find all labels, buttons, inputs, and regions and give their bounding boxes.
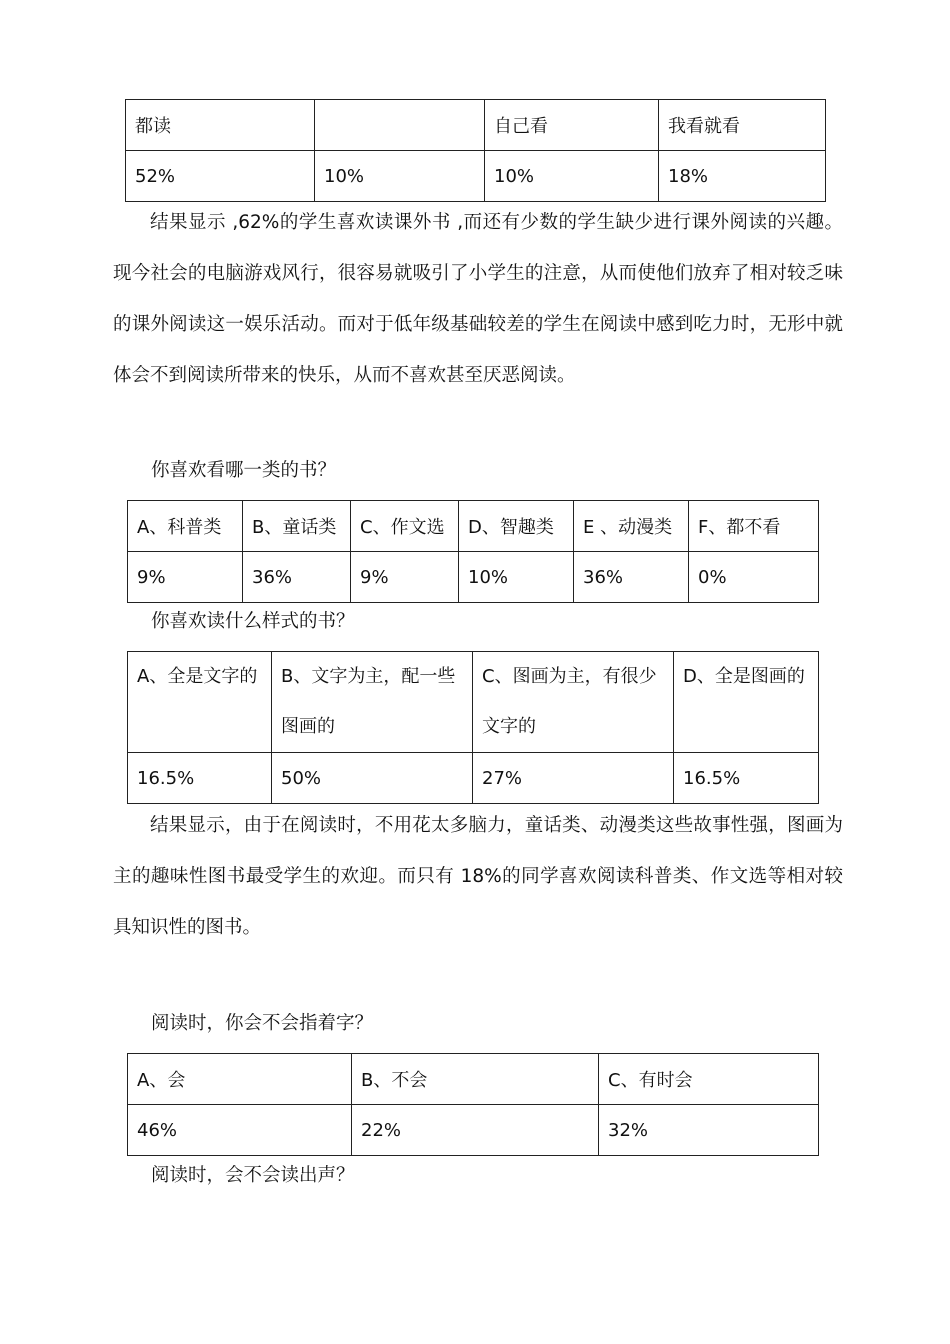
table-header-cell: B、童话类 — [243, 501, 351, 552]
table-cell: 18% — [659, 151, 826, 202]
table-cell: 52% — [126, 151, 315, 202]
result-paragraph-2: 结果显示，由于在阅读时，不用花太多脑力，童话类、动漫类这些故事性强，图画为主的趣味性图书最受学生的欢迎。而只有 18%的同学喜欢阅读科普类、作文选等相对较具知识性的图书。 — [113, 815, 843, 938]
table-cell: 50% — [272, 753, 473, 804]
result-paragraph-1: 结果显示 ,62%的学生喜欢读课外书 ,而还有少数的学生缺少进行课外阅读的兴趣。现今社会的电脑游戏风行，很容易就吸引了小学生的注意，从而使他们放弃了相对较乏味的课外阅读这一娱乐活动。而对于低年级基础较差的学生在阅读中感到吃力时，无形中就体会不到阅读所带来的快乐，从而不喜欢甚至厌恶阅读。 — [113, 212, 843, 386]
table-cell: 16.5% — [674, 753, 819, 804]
table-header-cell: B、不会 — [352, 1054, 599, 1105]
table-cell: 0% — [689, 552, 819, 603]
table-cell: 10% — [485, 151, 659, 202]
question-book-type: 你喜欢看哪一类的书？ — [151, 460, 337, 481]
table-cell: 9% — [128, 552, 243, 603]
table-cell: 9% — [351, 552, 459, 603]
table-row — [128, 1054, 819, 1105]
table-header-cell — [315, 100, 485, 151]
table-row — [128, 1105, 819, 1156]
table-cell: 10% — [315, 151, 485, 202]
table-row — [128, 552, 819, 603]
table-header-cell: A、会 — [128, 1054, 352, 1105]
table-header-cell: A、全是文字的 — [128, 652, 272, 753]
table-cell: 16.5% — [128, 753, 272, 804]
question-read-aloud: 阅读时，会不会读出声？ — [151, 1165, 355, 1186]
table-cell: 32% — [599, 1105, 819, 1156]
table-header-cell: C、图画为主，有很少文字的 — [473, 652, 674, 753]
table-header-cell: E 、动漫类 — [574, 501, 689, 552]
table-row — [128, 652, 819, 753]
question-book-style: 你喜欢读什么样式的书？ — [151, 611, 355, 632]
question-finger-pointing: 阅读时，你会不会指着字？ — [151, 1013, 374, 1034]
table-cell: 46% — [128, 1105, 352, 1156]
table-row — [128, 501, 819, 552]
table-cell: 36% — [574, 552, 689, 603]
table-header-cell: B、文字为主，配一些图画的 — [272, 652, 473, 753]
table-header-cell: 都读 — [126, 100, 315, 151]
table-header-cell: D、全是图画的 — [674, 652, 819, 753]
table-row — [126, 100, 826, 151]
book-type-table — [127, 500, 819, 603]
table-header-cell: D、智趣类 — [459, 501, 574, 552]
reading-frequency-table — [125, 99, 826, 202]
finger-pointing-table — [127, 1053, 819, 1156]
table-row — [128, 753, 819, 804]
table-header-cell: 我看就看 — [659, 100, 826, 151]
table-cell: 36% — [243, 552, 351, 603]
table-header-cell: A、科普类 — [128, 501, 243, 552]
table-row — [126, 151, 826, 202]
table-header-cell: F、都不看 — [689, 501, 819, 552]
table-cell: 22% — [352, 1105, 599, 1156]
table-cell: 27% — [473, 753, 674, 804]
table-header-cell: 自己看 — [485, 100, 659, 151]
table-header-cell: C、有时会 — [599, 1054, 819, 1105]
book-style-table — [127, 651, 819, 804]
table-cell: 10% — [459, 552, 574, 603]
table-header-cell: C、作文选 — [351, 501, 459, 552]
